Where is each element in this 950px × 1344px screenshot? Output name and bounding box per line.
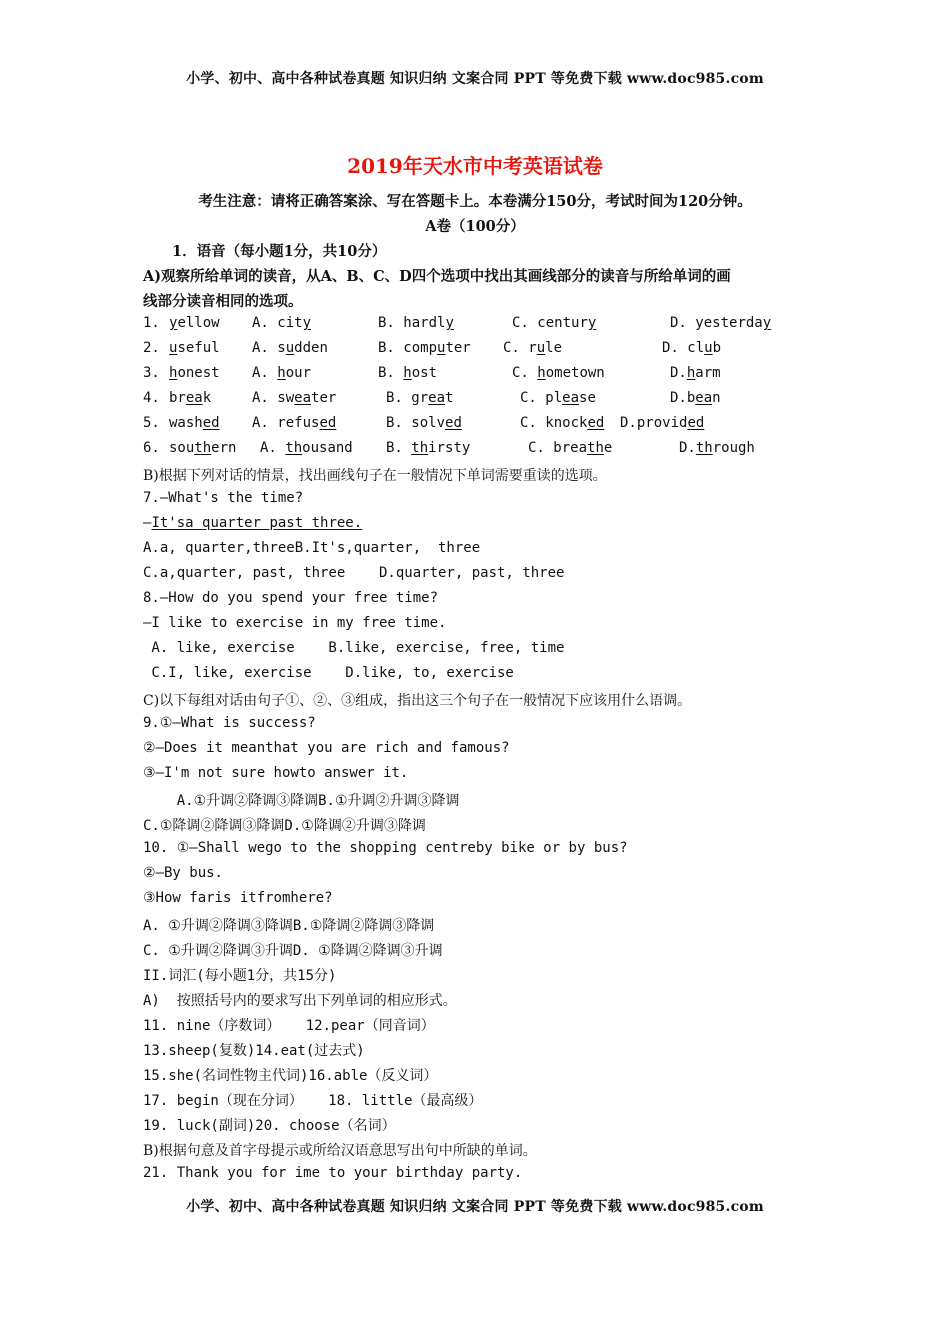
q10-line2: ②—By bus. (143, 865, 223, 881)
underlined-letters: ed (202, 415, 220, 431)
q10-line1: 10. ①—Shall wego to the shopping centreby bike or by bus? (143, 840, 628, 856)
word-part: A. (252, 365, 278, 381)
given-word (169, 415, 220, 431)
option-b (386, 390, 453, 406)
underlined-letters: th (285, 440, 303, 456)
word-part: D. (620, 415, 637, 431)
word-part: A. (252, 390, 278, 406)
option-d (670, 365, 721, 381)
underlined-letters: th (411, 440, 429, 456)
word-part: C. (512, 315, 538, 331)
word-part: B. (378, 365, 404, 381)
question-number: 2. (143, 340, 160, 356)
q9-line3: ③—I'm not sure howto answer it. (143, 765, 409, 781)
word-part: B. (386, 440, 412, 456)
word-part: A. (252, 340, 278, 356)
word-part: seful (177, 340, 220, 356)
underlined-letters: ea (428, 390, 446, 406)
option-d (662, 340, 721, 356)
word-part: solv (411, 415, 446, 431)
q21-sentence: 21. Thank you for ime to your birthday party. (143, 1165, 523, 1181)
underlined-letters: y (169, 315, 178, 331)
underlined-letters: h (277, 365, 286, 381)
word-part: comp (403, 340, 438, 356)
underlined-letters: u (536, 340, 546, 356)
option-d (670, 315, 771, 331)
underlined-letters: ea (695, 390, 713, 406)
word-part: A. (252, 415, 278, 431)
word-part: yesterda (695, 315, 763, 331)
q9-options-1: A.①升调②降调③降调B.①升调②升调③降调 (143, 793, 460, 809)
underlined-letters: h (403, 365, 412, 381)
underlined-letters: ea (185, 390, 203, 406)
option-c (520, 415, 604, 431)
word-part: pl (545, 390, 563, 406)
section1-a-instruction-line1: A)观察所给单词的读音，从A、B、C、D四个选项中找出其画线部分的读音与所给单词的画 (143, 268, 731, 285)
underlined-letters: th (194, 440, 212, 456)
q7-options-2: C.a,quarter, past, three D.quarter, past, three (143, 565, 565, 581)
word-part: B. (378, 340, 404, 356)
word-part: sou (169, 440, 195, 456)
word-part: A. (260, 440, 286, 456)
underlined-letters: ea (294, 390, 312, 406)
option-c (512, 315, 596, 331)
underlined-letters: u (169, 340, 178, 356)
underlined-letters: u (704, 340, 713, 356)
section1-b-instruction: B)根据下列对话的情景，找出画线句子在一般情况下单词需要重读的选项。 (143, 468, 607, 484)
word-part: C. (520, 415, 546, 431)
option-c (520, 390, 596, 406)
word-part: C. (528, 440, 554, 456)
q9-line1: 9.①—What is success? (143, 715, 316, 731)
word-part: C. (520, 390, 546, 406)
word-part: ellow (177, 315, 220, 331)
word-part: brea (553, 440, 588, 456)
word-part: D. (670, 390, 687, 406)
underlined-letters: y (762, 315, 772, 331)
word-part: A. (252, 315, 278, 331)
question-number: 1. (143, 315, 160, 331)
section1-heading: 1．语音（每小题1分，共10分） (172, 243, 387, 260)
q10-options-2: C. ①升调②降调③升调D. ①降调②降调③升调 (143, 943, 443, 959)
word-part: D. (670, 315, 696, 331)
word-part: e (603, 440, 613, 456)
word-part: arm (695, 365, 721, 381)
section1-a-instruction-line2: 线部分读音相同的选项。 (143, 293, 303, 310)
word-part: centur (537, 315, 588, 331)
word-part: le (545, 340, 563, 356)
word-part: cit (277, 315, 303, 331)
option-c (512, 365, 605, 381)
option-a (252, 390, 336, 406)
word-part: B. (386, 415, 412, 431)
section1-c-instruction: C)以下每组对话由句子①、②、③组成，指出这三个句子在一般情况下应该用什么语调。 (143, 693, 692, 709)
word-part: C. (512, 365, 538, 381)
underlined-letters: h (169, 365, 178, 381)
word-part: b (686, 390, 696, 406)
word-part: ometown (545, 365, 605, 381)
option-d (620, 415, 704, 431)
underlined-letters: y (587, 315, 597, 331)
option-a (252, 415, 336, 431)
question-number: 3. (143, 365, 160, 381)
option-b (378, 340, 471, 356)
given-word (169, 315, 220, 331)
q8-options-2: C.I, like, exercise D.like, to, exercise (143, 665, 514, 681)
underlined-letters: u (285, 340, 295, 356)
q7-underlined-sentence: It'sa quarter past three. (151, 515, 363, 531)
underlined-letters: y (445, 315, 454, 331)
underlined-letters: ea (562, 390, 580, 406)
exam-title: 2019年天水市中考英语试卷 (347, 154, 603, 178)
underlined-letters: h (537, 365, 546, 381)
section2-heading: II.词汇(每小题1分，共15分) (143, 968, 337, 984)
vocab-item-line: 17. begin（现在分词） 18. little（最高级） (143, 1093, 483, 1109)
word-part: C. (503, 340, 529, 356)
vocab-item-line: 15.she(名词性物主代词)16.able（反义词） (143, 1068, 438, 1084)
word-part: D. (662, 340, 688, 356)
word-part: irsty (428, 440, 471, 456)
word-part: k (202, 390, 212, 406)
question-number: 5. (143, 415, 160, 431)
given-word (169, 365, 220, 381)
word-part: our (285, 365, 312, 381)
word-part: D. (670, 365, 687, 381)
word-part: D. (679, 440, 696, 456)
q10-line3: ③How faris itfromhere? (143, 890, 333, 906)
q7-answer (143, 515, 362, 531)
q7-dash: — (143, 515, 152, 531)
vocab-item-line: 19. luck(副词)20. choose（名词） (143, 1118, 396, 1134)
option-d (670, 390, 721, 406)
word-part: knock (545, 415, 588, 431)
option-b (386, 440, 470, 456)
word-part: se (579, 390, 596, 406)
word-part: wash (169, 415, 203, 431)
q9-options-2: C.①降调②降调③降调D.①降调②升调③降调 (143, 818, 426, 834)
word-part: n (712, 390, 721, 406)
question-number: 4. (143, 390, 160, 406)
word-part: refus (277, 415, 320, 431)
option-a (252, 340, 328, 356)
underlined-letters: ed (445, 415, 462, 431)
underlined-letters: y (302, 315, 312, 331)
option-b (378, 365, 437, 381)
option-b (386, 415, 462, 431)
underlined-letters: ed (687, 415, 705, 431)
underlined-letters: th (695, 440, 713, 456)
underlined-letters: ed (319, 415, 337, 431)
given-word (169, 340, 220, 356)
option-a (252, 315, 311, 331)
word-part: b (712, 340, 722, 356)
word-part: ern (211, 440, 237, 456)
option-c (528, 440, 612, 456)
word-part: cl (687, 340, 705, 356)
q8-answer: —I like to exercise in my free time. (143, 615, 447, 631)
q10-options-1: A. ①升调②降调③降调B.①降调②降调③降调 (143, 918, 435, 934)
q8-options-1: A. like, exercise B.like, exercise, free, time (143, 640, 565, 656)
word-part: gr (411, 390, 429, 406)
section2-b-instruction: B)根据句意及首字母提示或所给汉语意思写出句中所缺的单词。 (143, 1143, 537, 1159)
top-banner: 小学、初中、高中各种试卷真题 知识归纳 文案合同 PPT 等免费下载 www.doc985.com (186, 71, 764, 87)
exam-notice: 考生注意：请将正确答案涂、写在答题卡上。本卷满分150分，考试时间为120分钟。 (198, 193, 752, 210)
q7-question: 7.—What's the time? (143, 490, 304, 506)
part-a-heading: A卷（100分） (425, 218, 525, 235)
option-b (378, 315, 454, 331)
bottom-banner: 小学、初中、高中各种试卷真题 知识归纳 文案合同 PPT 等免费下载 www.doc985.com (186, 1199, 764, 1215)
underlined-letters: h (686, 365, 696, 381)
vocab-item-line: 13.sheep(复数)14.eat(过去式) (143, 1043, 365, 1059)
word-part: ter (445, 340, 471, 356)
word-part: provid (636, 415, 688, 431)
word-part: br (169, 390, 186, 406)
underlined-letters: th (587, 440, 604, 456)
option-a (260, 440, 353, 456)
given-word (169, 390, 211, 406)
underlined-letters: ed (587, 415, 605, 431)
word-part: sw (277, 390, 295, 406)
option-c (503, 340, 562, 356)
word-part: r (528, 340, 537, 356)
q7-options-1: A.a, quarter,threeB.It's,quarter, three (143, 540, 481, 556)
q8-question: 8.—How do you spend your free time? (143, 590, 439, 606)
section2-a-instruction: A) 按照括号内的要求写出下列单词的相应形式。 (143, 993, 457, 1009)
option-d (679, 440, 755, 456)
underlined-letters: u (437, 340, 446, 356)
word-part: s (277, 340, 286, 356)
word-part: onest (177, 365, 220, 381)
q9-line2: ②—Does it meanthat you are rich and famous? (143, 740, 510, 756)
word-part: hardl (403, 315, 446, 331)
word-part: rough (712, 440, 755, 456)
option-a (252, 365, 311, 381)
question-number: 6. (143, 440, 160, 456)
word-part: B. (386, 390, 412, 406)
word-part: ousand (302, 440, 353, 456)
word-part: ter (311, 390, 337, 406)
word-part: t (445, 390, 454, 406)
word-part: B. (378, 315, 404, 331)
vocab-item-line: 11. nine（序数词） 12.pear（同音词） (143, 1018, 435, 1034)
word-part: ost (411, 365, 438, 381)
given-word (169, 440, 236, 456)
word-part: dden (294, 340, 328, 356)
